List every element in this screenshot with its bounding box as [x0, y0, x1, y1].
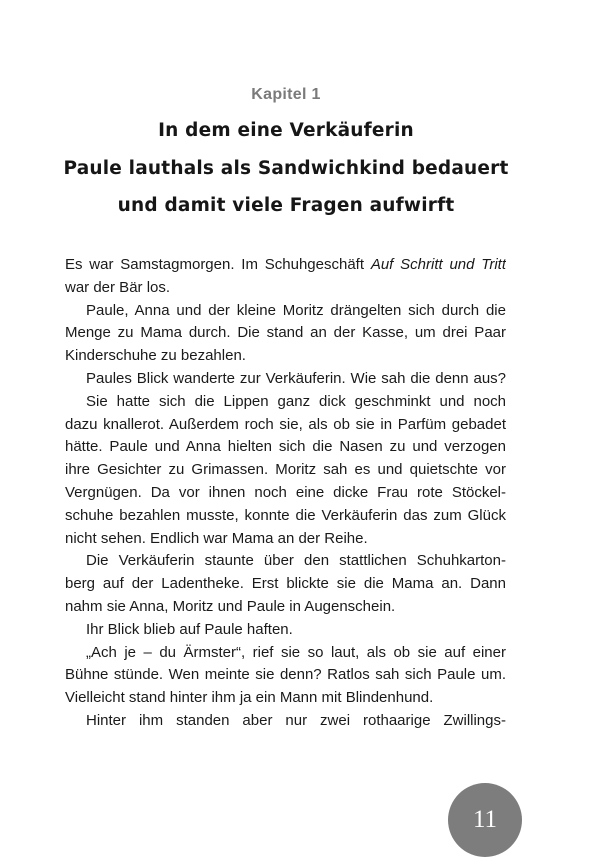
text-line: Kinderschuhe zu bezahlen.	[65, 347, 246, 365]
chapter-title-line-1: In dem eine Verkäuferin	[158, 120, 414, 141]
text-line: „Ach je – du Ärmster“, rief sie so laut, als ob sie auf einer	[86, 643, 506, 661]
shop-name: Auf Schritt und Tritt	[370, 256, 506, 273]
text-line: nahm sie Anna, Moritz und Paule in Augenschein.	[65, 597, 396, 615]
text-line: schuhe bezahlen musste, konnte die Verkäuferin das zum Glück	[65, 506, 506, 524]
text-line: dazu knallerot. Außerdem roch sie, als ob sie in Parfüm gebadet	[65, 415, 506, 433]
text-line: Vielleicht stand hinter ihm ja ein Mann mit Blindenhund.	[65, 689, 434, 707]
chapter-title-line-3: und damit viele Fragen aufwirft	[117, 195, 455, 216]
text-line: ihre Gesichter zu Grimassen. Moritz sah es und quietschte vor	[65, 461, 506, 479]
text-line: Sie hatte sich die Lippen ganz dick geschminkt und noch	[86, 392, 506, 410]
text-line: hätte. Paule und Anna hielten sich die Nasen zu und verzogen	[65, 438, 506, 456]
text-line: berg auf der Ladentheke. Erst blickte sie die Mama an. Dann	[65, 575, 506, 593]
text-line: nicht sehen. Endlich war Mama an der Reihe.	[65, 529, 368, 547]
text-line: Paule, Anna und der kleine Moritz drängelten sich durch die	[86, 301, 506, 319]
chapter-label: Kapitel 1	[251, 86, 321, 103]
text-line: war der Bär los.	[65, 278, 171, 296]
text-line: Menge zu Mama durch. Die stand an der Kasse, um drei Paar	[65, 324, 506, 342]
text-line: Hinter ihm standen aber nur zwei rothaarige Zwillings-	[86, 711, 506, 729]
text-line: Paules Blick wanderte zur Verkäuferin. Wie sah die denn aus?	[86, 369, 506, 387]
text-line: Vergnügen. Da vor ihnen noch eine dicke Frau rote Stöckel-	[65, 483, 506, 501]
text-line: Ihr Blick blieb auf Paule haften.	[86, 620, 293, 638]
text-line: Bühne stünde. Wen meinte sie denn? Ratlos sah sich Paule um.	[65, 666, 506, 684]
text-line: Die Verkäuferin staunte über den stattlichen Schuhkarton-	[86, 552, 506, 570]
text-line: Es war Samstagmorgen. Im Schuhgeschäft Auf Schritt und Tritt	[65, 256, 506, 273]
page-number: 11	[472, 806, 498, 833]
body-text	[65, 254, 506, 733]
chapter-title-line-2: Paule lauthals als Sandwichkind bedauert	[63, 158, 509, 179]
